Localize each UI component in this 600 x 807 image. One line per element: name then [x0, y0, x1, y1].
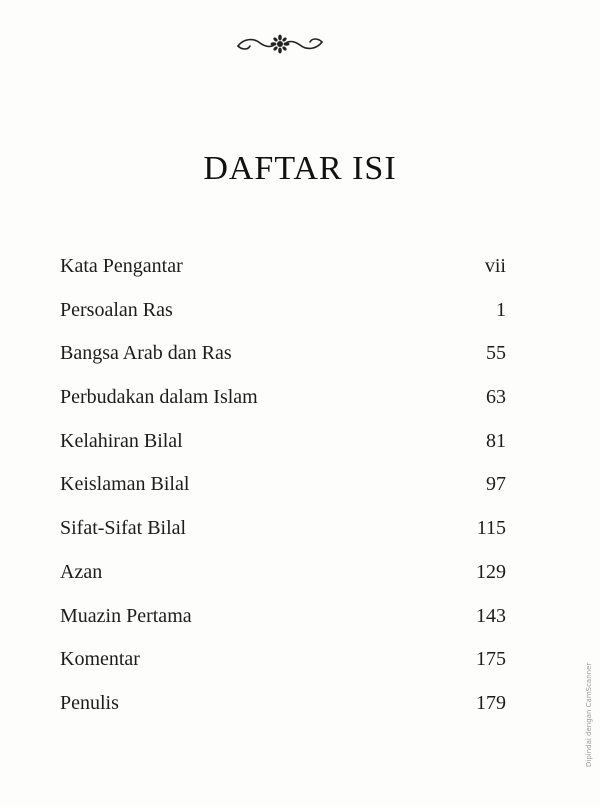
- toc-entry-title: Perbudakan dalam Islam: [60, 386, 258, 409]
- toc-entry-title: Muazin Pertama: [60, 604, 192, 627]
- toc-entry: [60, 428, 506, 472]
- toc-entry-title: Bangsa Arab dan Ras: [60, 342, 232, 365]
- toc-entry-title: Sifat-Sifat Bilal: [60, 517, 187, 540]
- toc-entry-title: Kelahiran Bilal: [60, 429, 183, 452]
- toc-entry: [60, 340, 506, 384]
- toc-entry: [60, 690, 506, 734]
- toc-entry-title: Azan: [60, 560, 103, 583]
- toc-entry: [60, 646, 506, 690]
- scanner-watermark-text: Dipindai dengan CamScanner: [585, 662, 593, 767]
- toc-entry-page: 55: [486, 342, 506, 365]
- toc-entry-page: 179: [476, 691, 506, 714]
- toc-entry: [60, 603, 506, 647]
- page-title: DAFTAR ISI: [203, 150, 397, 187]
- toc-entry-page: vii: [484, 255, 506, 277]
- toc-entry: [60, 559, 506, 603]
- toc-entry-page: 1: [496, 298, 506, 321]
- toc-entry-page: 63: [486, 386, 506, 409]
- toc-entry-title: Kata Pengantar: [60, 255, 183, 277]
- scanner-watermark: [584, 662, 594, 767]
- toc-entry: [60, 471, 506, 515]
- toc-entry-page: 143: [476, 604, 506, 627]
- toc-entry: [60, 515, 506, 559]
- toc-entry-page: 97: [486, 473, 506, 496]
- toc-entry: [60, 297, 506, 341]
- toc-entry-title: Penulis: [60, 691, 119, 714]
- toc-entry-page: 115: [476, 517, 506, 540]
- toc-entry-title: Persoalan Ras: [60, 298, 173, 321]
- floral-ornament-icon: [230, 30, 330, 58]
- toc-entry: [60, 253, 506, 297]
- toc-entry-page: 129: [476, 560, 506, 583]
- table-of-contents: [60, 253, 506, 734]
- toc-entry-title: Komentar: [60, 648, 140, 671]
- toc-entry-page: 175: [476, 648, 506, 671]
- toc-entry: [60, 384, 506, 428]
- toc-entry-page: 81: [486, 429, 506, 452]
- toc-entry-title: Keislaman Bilal: [60, 473, 190, 496]
